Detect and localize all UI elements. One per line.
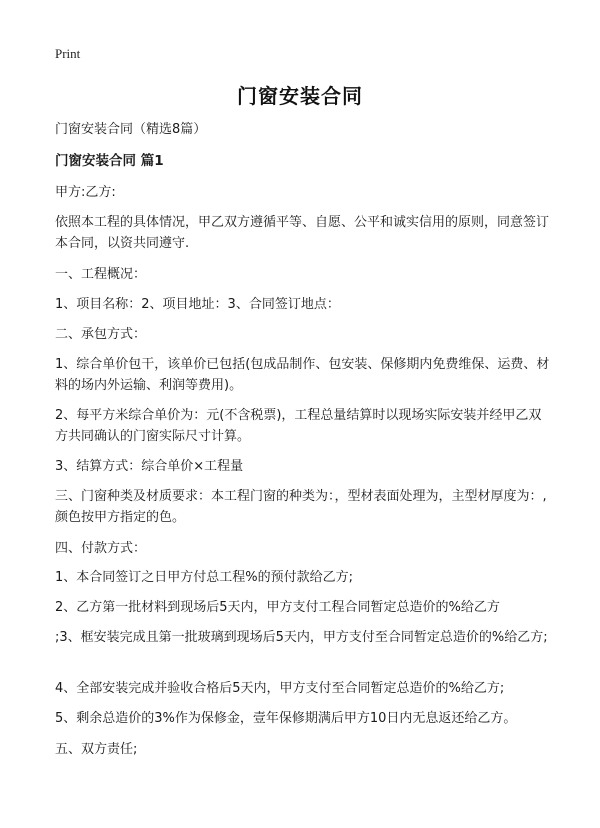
paragraph-payment-2: 2、乙方第一批材料到现场后5天内，甲方支付工程合同暂定总造价的%给乙方 xyxy=(55,600,500,615)
print-link[interactable]: Print xyxy=(55,46,81,61)
document-subtitle: 门窗安装合同（精选8篇） xyxy=(55,122,207,137)
paragraph-section-5-heading: 五、双方责任; xyxy=(55,742,138,757)
paragraph-section-3: 三、门窗种类及材质要求：本工程门窗的种类为：，型材表面处理为，主型材厚度为：,颜色按甲方指定的色。 xyxy=(55,489,547,525)
paragraph-section-1-heading: 一、工程概况： xyxy=(55,267,147,282)
paragraph-payment-4: 4、全部安装完成并验收合格后5天内，甲方支付至合同暂定总造价的%给乙方; xyxy=(55,681,505,696)
paragraph-settlement: 3、结算方式：综合单价×工程量 xyxy=(55,459,244,474)
paragraph-price-per-sqm: 2、每平方米综合单价为：元(不含税票)，工程总量结算时以现场实际安装并经甲乙双方共同确认的门窗实际尺寸计算。 xyxy=(55,408,542,444)
paragraph-section-4-heading: 四、付款方式： xyxy=(55,541,147,556)
paragraph-payment-1: 1、本合同签订之日甲方付总工程%的预付款给乙方; xyxy=(55,570,354,585)
paragraph-payment-3: ;3、框安装完成且第一批玻璃到现场后5天内，甲方支付至合同暂定总造价的%给乙方; xyxy=(55,630,548,645)
paragraph-project-info: 1、项目名称：2、项目地址：3、合同签订地点： xyxy=(55,297,340,312)
paragraph-intro: 依照本工程的具体情况，甲乙双方遵循平等、自愿、公平和诚实信用的原则，同意签订本合同，以资共同遵守. xyxy=(55,215,550,251)
paragraph-unit-price: 1、综合单价包干，该单价已包括(包成品制作、包安装、保修期内免费维保、运费、材料的场内外运输、利润等费用)。 xyxy=(55,357,550,393)
document-title: 门窗安装合同 xyxy=(237,84,363,108)
paragraph-parties: 甲方:乙方: xyxy=(55,185,116,200)
paragraph-section-2-heading: 二、承包方式： xyxy=(55,327,147,342)
paragraph-payment-5: 5、剩余总造价的3%作为保修金，壹年保修期满后甲方10日内无息返还给乙方。 xyxy=(55,711,517,726)
section-heading: 门窗安装合同 篇1 xyxy=(55,153,164,169)
